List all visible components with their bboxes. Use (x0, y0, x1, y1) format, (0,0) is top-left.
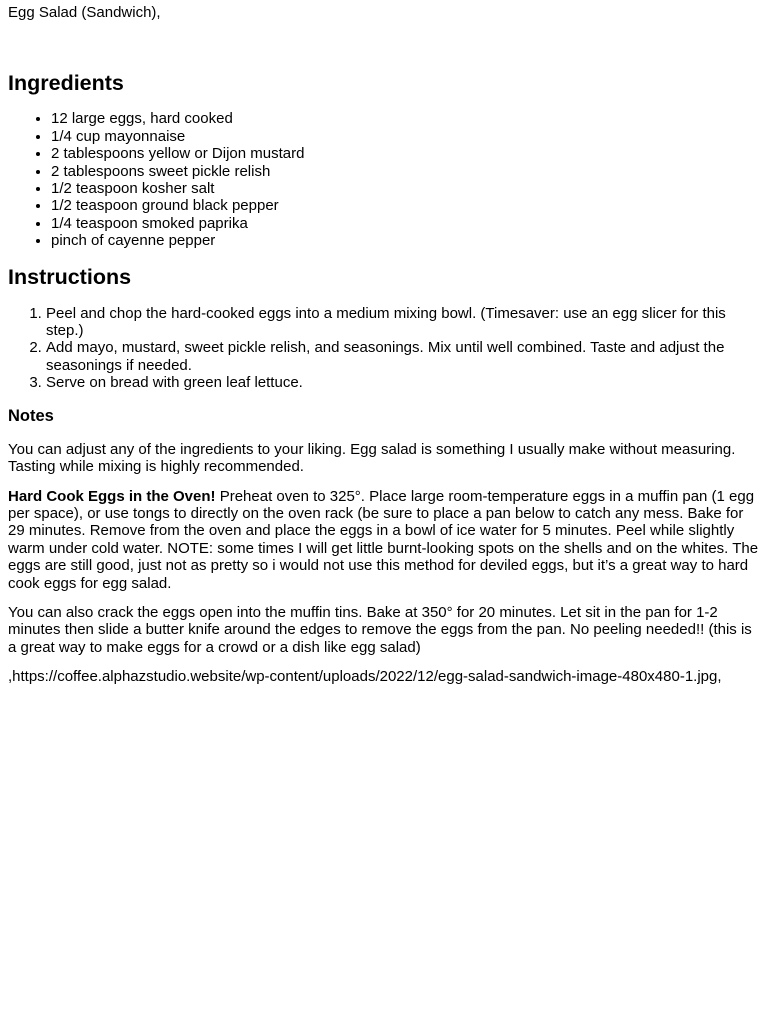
ingredient-item: • 12 large eggs, hard cooked (51, 110, 760, 127)
oven-eggs-title: Hard Cook Eggs in the Oven! (8, 487, 216, 505)
ingredients-list (8, 110, 760, 249)
oven-eggs-paragraph (8, 488, 760, 592)
ingredient-item: • 1/2 teaspoon ground black pepper (51, 197, 760, 214)
ingredient-item: • pinch of cayenne pepper (51, 232, 760, 249)
instructions-list (8, 305, 760, 392)
instruction-step: 1. Peel and chop the hard-cooked eggs into a medium mixing bowl. (Timesaver: use an egg slicer for this step.) (46, 305, 760, 340)
recipe-title-line: Egg Salad (Sandwich), (8, 4, 161, 21)
recipe-page (8, 4, 760, 686)
instructions-heading: Instructions (8, 264, 132, 289)
ingredient-item: • 1/2 teaspoon kosher salt (51, 180, 760, 197)
ingredient-item: • 1/4 teaspoon smoked paprika (51, 215, 760, 232)
instruction-step: 2. Add mayo, mustard, sweet pickle relish, and seasonings. Mix until well combined. Taste and adjust the seasonings if needed. (46, 339, 760, 374)
notes-heading: Notes (8, 406, 54, 425)
muffin-tin-paragraph: You can also crack the eggs open into the muffin tins. Bake at 350° for 20 minutes. Let sit in the pan for 1-2 minutes then slide a butter knife around the edges to remove the eggs from the pan. No peeling needed!! (this is a great way to make eggs for a crowd or a dish like egg salad) (8, 603, 752, 656)
oven-eggs-text: Preheat oven to 325°. Place large room-temperature eggs in a muffin pan (1 egg per space), or use tongs to directly on the oven rack (be sure to place a pan below to catch any mess. Bake for 29 minutes. Remove from the oven and place the eggs in a bowl of ice water for 5 minutes. Peel while slightly warm under cold water. NOTE: some times I will get little burnt-looking spots on the shells and on the whites. The eggs are still good, just not as pretty so i would not use this method for deviled eggs, but it’s a great way to hard cook eggs for egg salad. (8, 487, 759, 592)
ingredient-item: • 2 tablespoons sweet pickle relish (51, 163, 760, 180)
ingredient-item: • 1/4 cup mayonnaise (51, 128, 760, 145)
ingredient-item: • 2 tablespoons yellow or Dijon mustard (51, 145, 760, 162)
instruction-step: 3. Serve on bread with green leaf lettuce. (46, 374, 760, 391)
image-url-line: ,https://coffee.alphazstudio.website/wp-content/uploads/2022/12/egg-salad-sandwich-image-480x480-1.jpg, (8, 668, 722, 686)
notes-paragraph: You can adjust any of the ingredients to your liking. Egg salad is something I usually make without measuring. Tasting while mixing is highly recommended. (8, 440, 736, 476)
ingredients-heading: Ingredients (8, 71, 124, 96)
